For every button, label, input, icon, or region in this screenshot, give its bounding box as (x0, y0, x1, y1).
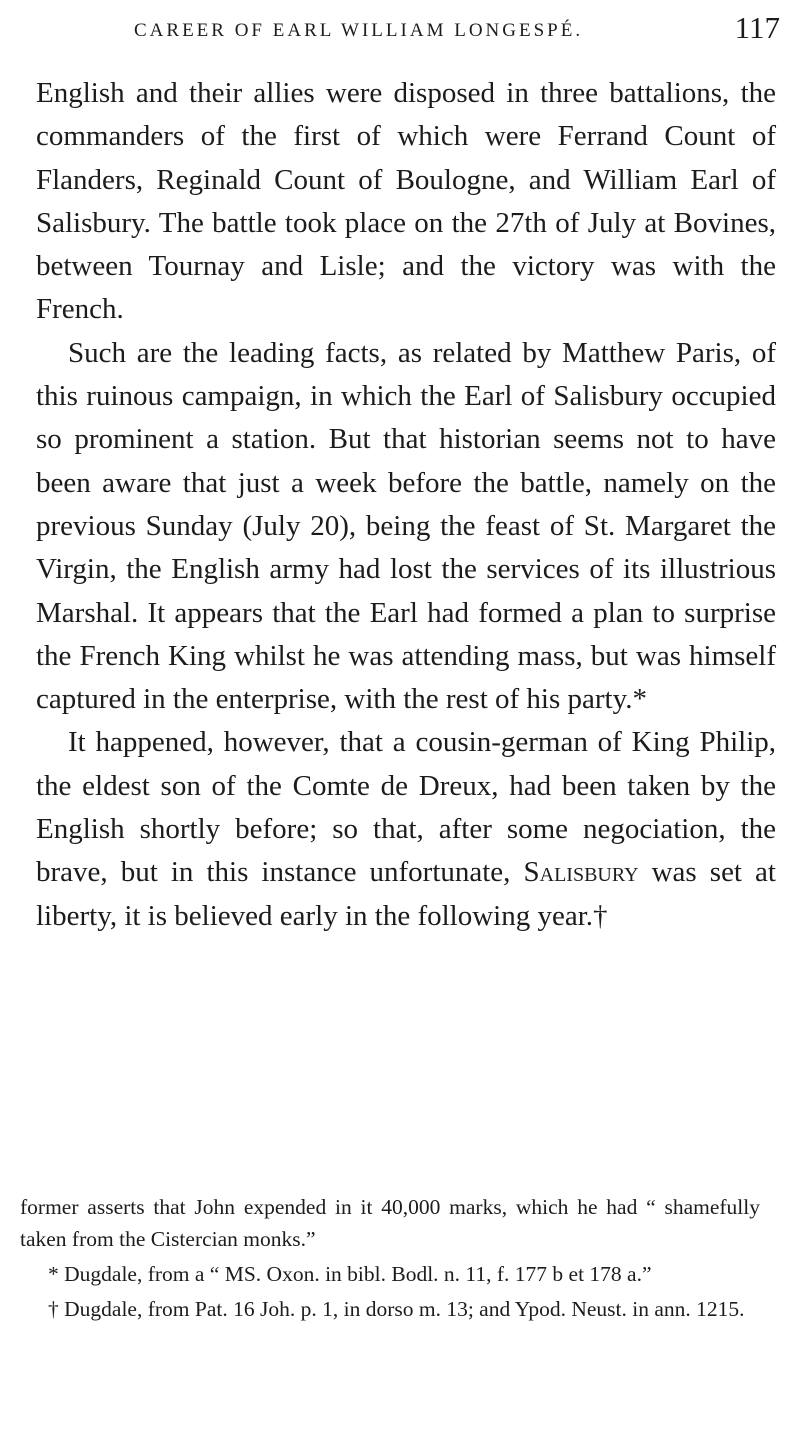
footnote-star: * Dugdale, from a “ MS. Oxon. in bibl. Bodl. n. 11, f. 177 b et 178 a.” (48, 1262, 652, 1286)
paragraph-3 (36, 721, 776, 937)
running-head (36, 8, 780, 48)
main-text (36, 72, 776, 938)
footnotes (20, 1191, 760, 1328)
running-title: CAREER OF EARL WILLIAM LONGESPÉ. (134, 20, 584, 41)
paragraph-2: Such are the leading facts, as related by Matthew Paris, of this ruinous campaign, in which the Earl of Salisbury occupied so prominent a station. But that historian seems not to have been aware that just a week before the battle, namely on the previous Sunday (July 20), being the feast of St. Margaret the Virgin, the English army had lost the services of its illustrious Marshal. It appears that the Earl had formed a plan to surprise the French King whilst he was attending mass, but was himself captured in the enterprise, with the rest of his party.* (36, 336, 776, 716)
footnote-dagger: † Dugdale, from Pat. 16 Joh. p. 1, in dorso m. 13; and Ypod. Neust. in ann. 1215. (48, 1297, 745, 1321)
page-number: 117 (734, 10, 780, 45)
paragraph-3-text-after: was set at liberty, it is believed early in the following year.† (36, 856, 776, 932)
paragraph-3-text-before: It happened, however, that a cousin-german of King Philip, the eldest son of the Comte de Dreux, had been taken by the English shortly before; so that, after some negociation, the brave, but in this instance unfortunate, (36, 726, 776, 889)
footnote-continuation: former asserts that John expended in it 40,000 marks, which he had “ shamefully taken from the Cistercian monks.” (20, 1195, 760, 1251)
salisbury-small-caps: Salisbury (523, 856, 639, 889)
paragraph-1: English and their allies were disposed in three battalions, the commanders of the first of which were Ferrand Count of Flanders, Reginald Count of Boulogne, and William Earl of Salisbury. The battle took place on the 27th of July at Bovines, between Tournay and Lisle; and the victory was with the French. (36, 77, 776, 326)
